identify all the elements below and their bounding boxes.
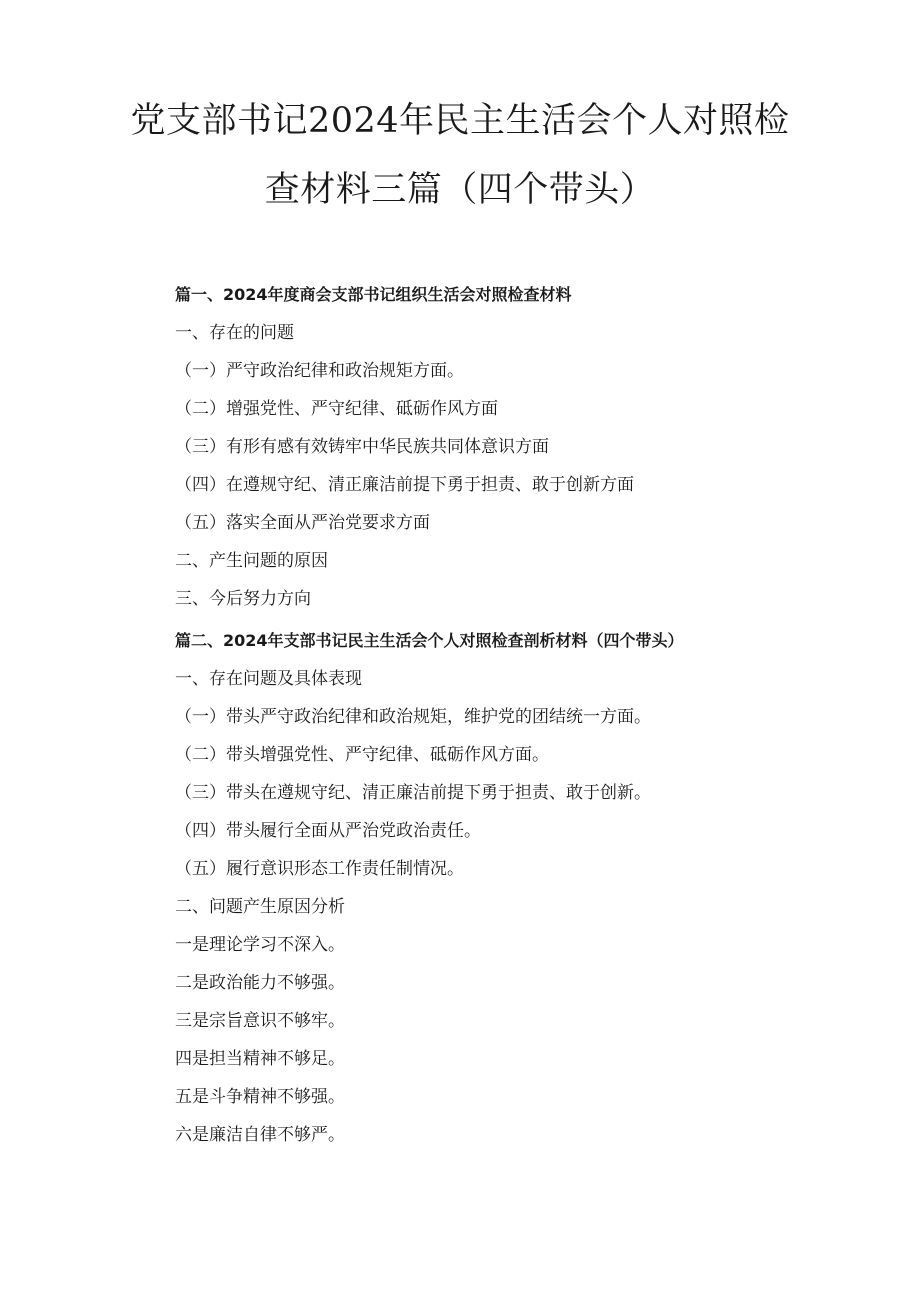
part1-line: 一、存在的问题 [175,323,294,343]
part1-line: （四）在遵规守纪、清正廉洁前提下勇于担责、敢于创新方面 [175,475,634,495]
part2-line: 二是政治能力不够强。 [175,973,345,993]
part2-line: 一、存在问题及具体表现 [175,669,362,689]
part2-line: （三）带头在遵规守纪、清正廉洁前提下勇于担责、敢于创新。 [175,783,651,803]
part2-line: 六是廉洁自律不够严。 [175,1125,345,1145]
part1-line: 三、今后努力方向 [175,589,311,609]
part2-heading: 篇二、2024年支部书记民主生活会个人对照检查剖析材料（四个带头） [175,631,684,650]
part2-line: （五）履行意识形态工作责任制情况。 [175,859,464,879]
part1-line: （五）落实全面从严治党要求方面 [175,513,430,533]
part2-line: 四是担当精神不够足。 [175,1049,345,1069]
part2-line: （一）带头严守政治纪律和政治规矩，维护党的团结统一方面。 [175,707,651,727]
part1-line: （三）有形有感有效铸牢中华民族共同体意识方面 [175,437,549,457]
part2-line: （二）带头增强党性、严守纪律、砥砺作风方面。 [175,745,549,765]
part2-line: 二、问题产生原因分析 [175,897,345,917]
part2-line: 五是斗争精神不够强。 [175,1087,345,1107]
part1-line: （二）增强党性、严守纪律、砥砺作风方面 [175,399,498,419]
part2-line: （四）带头履行全面从严治党政治责任。 [175,821,481,841]
part1-line: （一）严守政治纪律和政治规矩方面。 [175,361,464,381]
document-title-line-1: 党支部书记2024年民主生活会个人对照检 [130,101,790,141]
part2-line: 一是理论学习不深入。 [175,935,345,955]
part1-heading: 篇一、2024年度商会支部书记组织生活会对照检查材料 [175,285,572,304]
part2-line: 三是宗旨意识不够牢。 [175,1011,345,1031]
document-title-line-2: 查材料三篇（四个带头） [264,170,656,210]
part1-line: 二、产生问题的原因 [175,551,328,571]
